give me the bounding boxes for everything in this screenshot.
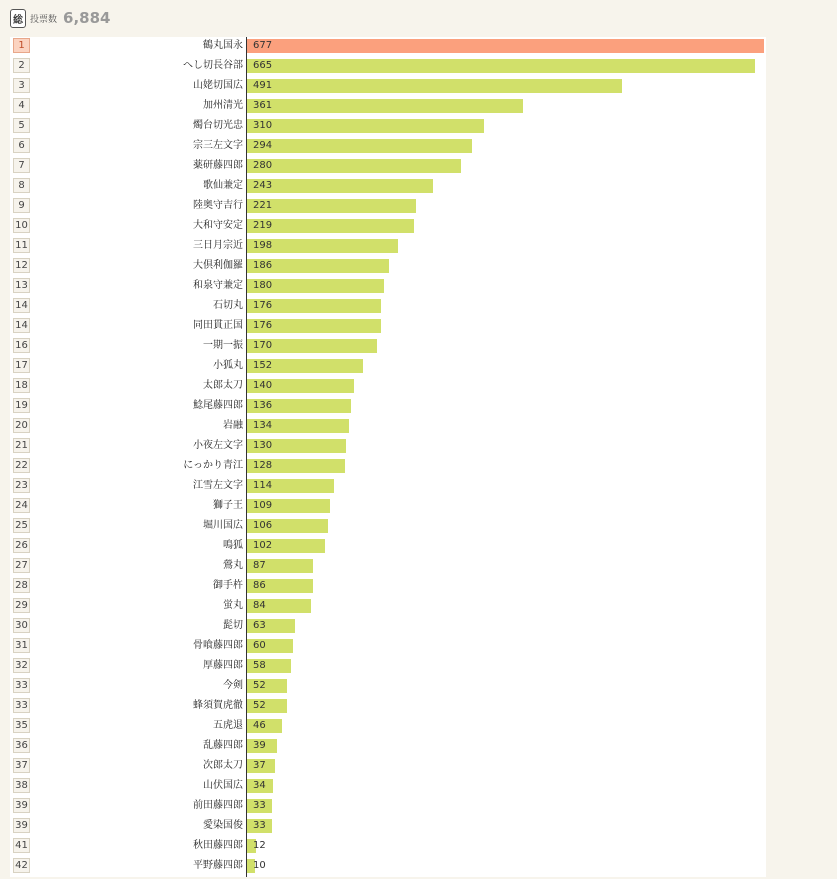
ranking-row <box>10 617 766 635</box>
ranking-row <box>10 637 766 655</box>
sword-name-label: 大和守安定 <box>193 220 243 231</box>
total-votes-label: 投票数 <box>30 14 58 25</box>
vote-count-label: 665 <box>253 60 273 71</box>
sword-name-label: 厚藤四郎 <box>203 660 243 671</box>
rank-badge: 39 <box>13 818 30 833</box>
rank-badge: 21 <box>13 438 30 453</box>
rank-badge: 22 <box>13 458 30 473</box>
ranking-row <box>10 597 766 615</box>
vote-count-label: 221 <box>253 200 273 211</box>
vote-count-label: 280 <box>253 160 273 171</box>
sword-name-label: 太郎太刀 <box>203 380 243 391</box>
rank-badge: 27 <box>13 558 30 573</box>
vote-count-label: 140 <box>253 380 273 391</box>
rank-badge: 24 <box>13 498 30 513</box>
vote-bar <box>247 99 523 113</box>
ranking-row <box>10 697 766 715</box>
rank-badge: 14 <box>13 298 30 313</box>
vote-count-label: 130 <box>253 440 273 451</box>
rank-badge: 2 <box>13 58 30 73</box>
vote-bar <box>247 59 755 73</box>
vote-count-label: 134 <box>253 420 273 431</box>
sword-name-label: 鶴丸国永 <box>203 40 243 51</box>
ranking-row <box>10 77 766 95</box>
vote-count-label: 34 <box>253 780 266 791</box>
vote-count-label: 491 <box>253 80 273 91</box>
sword-name-label: 今剣 <box>223 680 243 691</box>
vote-count-label: 12 <box>253 840 266 851</box>
ranking-row <box>10 237 766 255</box>
vote-count-label: 219 <box>253 220 273 231</box>
vote-bar <box>247 179 433 193</box>
rank-badge: 19 <box>13 398 30 413</box>
ranking-row <box>10 57 766 75</box>
sword-name-label: 一期一振 <box>203 340 243 351</box>
ranking-row <box>10 477 766 495</box>
vote-count-label: 46 <box>253 720 266 731</box>
ranking-row <box>10 577 766 595</box>
vote-count-label: 39 <box>253 740 266 751</box>
rank-badge: 8 <box>13 178 30 193</box>
rank-badge: 14 <box>13 318 30 333</box>
sword-name-label: にっかり青江 <box>183 460 243 471</box>
rank-badge: 1 <box>13 38 30 53</box>
total-votes-value: 6,884 <box>63 9 111 27</box>
ranking-row <box>10 337 766 355</box>
ranking-row <box>10 677 766 695</box>
ranking-row <box>10 157 766 175</box>
vote-bar <box>247 159 461 173</box>
ranking-row <box>10 37 766 55</box>
rank-badge: 7 <box>13 158 30 173</box>
ranking-chart <box>10 37 766 877</box>
ranking-row <box>10 317 766 335</box>
vote-count-label: 361 <box>253 100 273 111</box>
sword-name-label: 秋田藤四郎 <box>193 840 243 851</box>
vote-count-label: 52 <box>253 700 266 711</box>
rank-badge: 28 <box>13 578 30 593</box>
vote-count-label: 128 <box>253 460 273 471</box>
sword-name-label: 陸奥守吉行 <box>193 200 243 211</box>
sword-name-label: 鳴狐 <box>223 540 243 551</box>
sword-name-label: 獅子王 <box>213 500 243 511</box>
sword-name-label: へし切長谷部 <box>183 60 243 71</box>
rank-badge: 13 <box>13 278 30 293</box>
ranking-row <box>10 397 766 415</box>
vote-count-label: 58 <box>253 660 266 671</box>
rank-badge: 41 <box>13 838 30 853</box>
sword-name-label: 薬研藤四郎 <box>193 160 243 171</box>
sword-name-label: 五虎退 <box>213 720 243 731</box>
ranking-row <box>10 357 766 375</box>
sword-name-label: 三日月宗近 <box>193 240 243 251</box>
sword-name-label: 燭台切光忠 <box>193 120 243 131</box>
vote-count-label: 37 <box>253 760 266 771</box>
vote-count-label: 243 <box>253 180 273 191</box>
sword-name-label: 愛染国俊 <box>203 820 243 831</box>
total-icon: 総 <box>10 9 26 28</box>
sword-name-label: 蛍丸 <box>223 600 243 611</box>
ranking-row <box>10 497 766 515</box>
vote-count-label: 294 <box>253 140 273 151</box>
vote-count-label: 170 <box>253 340 273 351</box>
ranking-row <box>10 297 766 315</box>
sword-name-label: 小狐丸 <box>213 360 243 371</box>
sword-name-label: 小夜左文字 <box>193 440 243 451</box>
rank-badge: 42 <box>13 858 30 873</box>
ranking-row <box>10 97 766 115</box>
sword-name-label: 蜂須賀虎徹 <box>193 700 243 711</box>
rank-badge: 5 <box>13 118 30 133</box>
sword-name-label: 髭切 <box>223 620 243 631</box>
rank-badge: 36 <box>13 738 30 753</box>
vote-count-label: 176 <box>253 300 273 311</box>
rank-badge: 16 <box>13 338 30 353</box>
vote-count-label: 106 <box>253 520 273 531</box>
ranking-row <box>10 197 766 215</box>
rank-badge: 33 <box>13 678 30 693</box>
vote-count-label: 60 <box>253 640 266 651</box>
rank-badge: 23 <box>13 478 30 493</box>
sword-name-label: 御手杵 <box>213 580 243 591</box>
sword-name-label: 江雪左文字 <box>193 480 243 491</box>
ranking-row <box>10 557 766 575</box>
vote-count-label: 152 <box>253 360 273 371</box>
ranking-row <box>10 177 766 195</box>
vote-bar <box>247 39 764 53</box>
rank-badge: 9 <box>13 198 30 213</box>
vote-count-label: 86 <box>253 580 266 591</box>
sword-name-label: 堀川国広 <box>203 520 243 531</box>
rank-badge: 11 <box>13 238 30 253</box>
ranking-row <box>10 217 766 235</box>
ranking-row <box>10 817 766 835</box>
vote-count-label: 186 <box>253 260 273 271</box>
sword-name-label: 同田貫正国 <box>193 320 243 331</box>
vote-count-label: 52 <box>253 680 266 691</box>
vote-count-label: 10 <box>253 860 266 871</box>
rank-badge: 37 <box>13 758 30 773</box>
vote-count-label: 198 <box>253 240 273 251</box>
ranking-row <box>10 537 766 555</box>
vote-count-label: 114 <box>253 480 273 491</box>
sword-name-label: 平野藤四郎 <box>193 860 243 871</box>
sword-name-label: 次郎太刀 <box>203 760 243 771</box>
vote-count-label: 136 <box>253 400 273 411</box>
ranking-row <box>10 757 766 775</box>
ranking-row <box>10 777 766 795</box>
rank-badge: 29 <box>13 598 30 613</box>
rank-badge: 32 <box>13 658 30 673</box>
ranking-row <box>10 437 766 455</box>
vote-bar <box>247 119 484 133</box>
vote-count-label: 84 <box>253 600 266 611</box>
sword-name-label: 鯰尾藤四郎 <box>193 400 243 411</box>
ranking-row <box>10 137 766 155</box>
ranking-row <box>10 257 766 275</box>
vote-count-label: 677 <box>253 40 273 51</box>
total-votes-header <box>10 7 110 29</box>
rank-badge: 18 <box>13 378 30 393</box>
sword-name-label: 石切丸 <box>213 300 243 311</box>
vote-count-label: 102 <box>253 540 273 551</box>
vote-count-label: 180 <box>253 280 273 291</box>
sword-name-label: 鶯丸 <box>223 560 243 571</box>
sword-name-label: 大倶利伽羅 <box>193 260 243 271</box>
rank-badge: 31 <box>13 638 30 653</box>
sword-name-label: 宗三左文字 <box>193 140 243 151</box>
vote-count-label: 310 <box>253 120 273 131</box>
rank-badge: 20 <box>13 418 30 433</box>
rank-badge: 12 <box>13 258 30 273</box>
rank-badge: 10 <box>13 218 30 233</box>
sword-name-label: 加州清光 <box>203 100 243 111</box>
vote-count-label: 63 <box>253 620 266 631</box>
rank-badge: 26 <box>13 538 30 553</box>
vote-count-label: 109 <box>253 500 273 511</box>
rank-badge: 33 <box>13 698 30 713</box>
rank-badge: 38 <box>13 778 30 793</box>
rank-badge: 25 <box>13 518 30 533</box>
ranking-row <box>10 857 766 875</box>
sword-name-label: 骨喰藤四郎 <box>193 640 243 651</box>
ranking-row <box>10 417 766 435</box>
sword-name-label: 岩融 <box>223 420 243 431</box>
ranking-row <box>10 277 766 295</box>
ranking-row <box>10 117 766 135</box>
vote-bar <box>247 199 416 213</box>
ranking-row <box>10 717 766 735</box>
vote-count-label: 33 <box>253 820 266 831</box>
rank-badge: 35 <box>13 718 30 733</box>
sword-name-label: 山姥切国広 <box>193 80 243 91</box>
ranking-row <box>10 377 766 395</box>
rank-badge: 6 <box>13 138 30 153</box>
ranking-row <box>10 797 766 815</box>
rank-badge: 3 <box>13 78 30 93</box>
vote-bar <box>247 139 472 153</box>
sword-name-label: 歌仙兼定 <box>203 180 243 191</box>
sword-name-label: 和泉守兼定 <box>193 280 243 291</box>
vote-bar <box>247 79 622 93</box>
rank-badge: 17 <box>13 358 30 373</box>
sword-name-label: 前田藤四郎 <box>193 800 243 811</box>
ranking-row <box>10 837 766 855</box>
vote-count-label: 176 <box>253 320 273 331</box>
ranking-row <box>10 457 766 475</box>
rank-badge: 39 <box>13 798 30 813</box>
sword-name-label: 乱藤四郎 <box>203 740 243 751</box>
vote-count-label: 33 <box>253 800 266 811</box>
rank-badge: 30 <box>13 618 30 633</box>
sword-name-label: 山伏国広 <box>203 780 243 791</box>
ranking-row <box>10 737 766 755</box>
vote-count-label: 87 <box>253 560 266 571</box>
rank-badge: 4 <box>13 98 30 113</box>
ranking-row <box>10 657 766 675</box>
ranking-row <box>10 517 766 535</box>
